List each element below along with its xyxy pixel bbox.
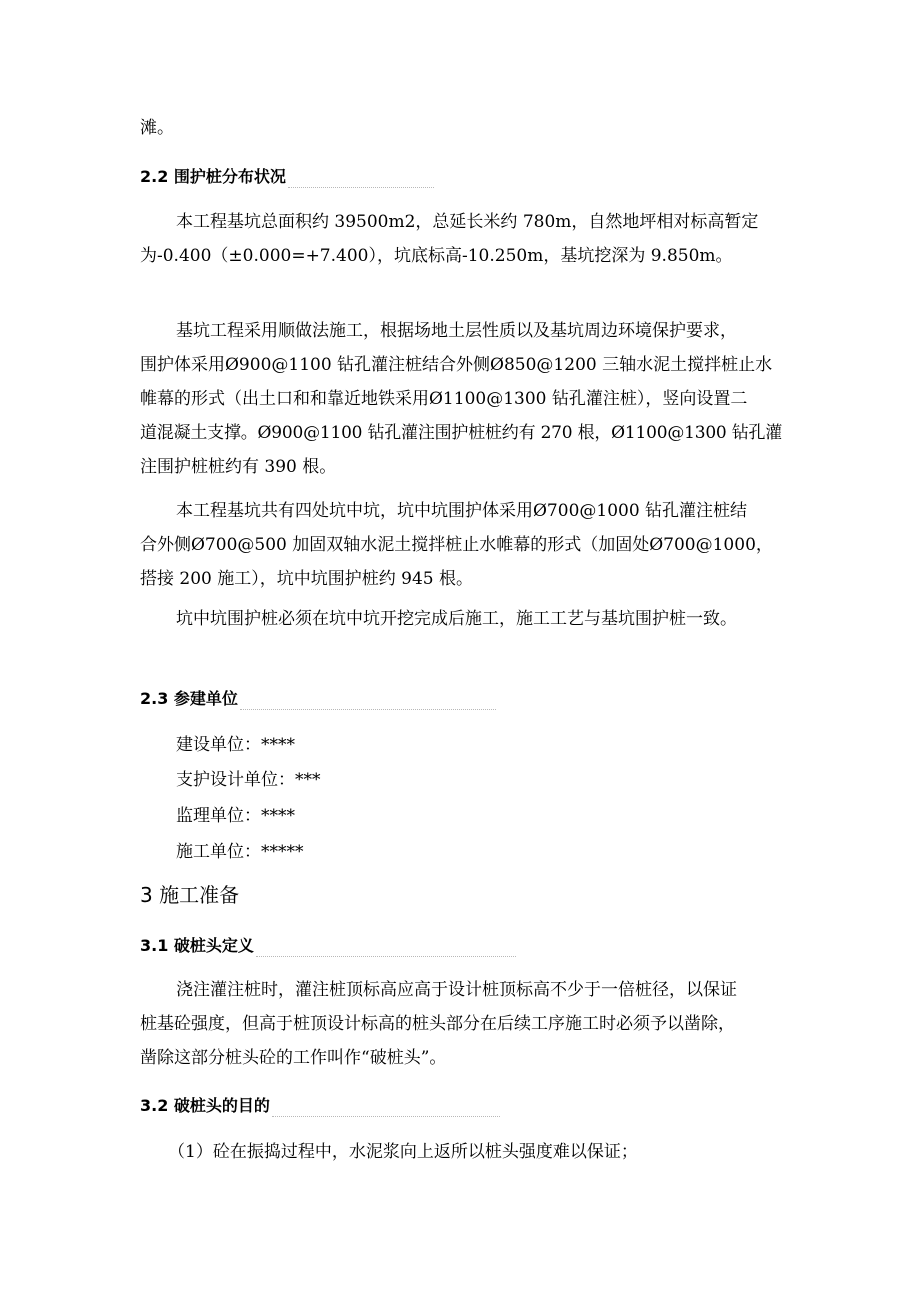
text-line: 浇注灌注桩时，灌注桩顶标高应高于设计桩顶标高不少于一倍桩径，以保证 xyxy=(176,980,737,1000)
heading-rule xyxy=(288,171,434,188)
text-line: 建设单位：**** xyxy=(176,735,295,755)
text-line: 施工单位：***** xyxy=(176,842,304,862)
heading-text: 2.3 参建单位 xyxy=(140,689,238,708)
text-line: 滩。 xyxy=(140,118,174,138)
text-line: 注围护桩桩约有 390 根。 xyxy=(140,457,337,477)
heading-text: 3.2 破桩头的目的 xyxy=(140,1096,270,1115)
heading-rule xyxy=(256,940,516,957)
text-line: 凿除这部分桩头砼的工作叫作“破桩头”。 xyxy=(140,1048,447,1068)
text-line: 合外侧Ø700@500 加固双轴水泥土搅拌桩止水帷幕的形式（加固处Ø700@1000， xyxy=(140,535,773,555)
text-line: 本工程基坑总面积约 39500m2，总延长米约 780m，自然地坪相对标高暂定 xyxy=(176,212,759,232)
section-heading-3-2 xyxy=(140,1095,500,1117)
text-line: 围护体采用Ø900@1100 钻孔灌注桩结合外侧Ø850@1200 三轴水泥土搅拌桩止水 xyxy=(140,355,773,375)
heading-text: 2.2 围护桩分布状况 xyxy=(140,167,286,186)
heading-rule xyxy=(272,1100,500,1117)
section-heading-3: 3 施工准备 xyxy=(140,883,240,907)
text-line: 基坑工程采用顺做法施工，根据场地土层性质以及基坑周边环境保护要求， xyxy=(176,321,737,341)
heading-text: 3.1 破桩头定义 xyxy=(140,936,254,955)
text-line: 本工程基坑共有四处坑中坑，坑中坑围护体采用Ø700@1000 钻孔灌注桩结 xyxy=(176,501,748,521)
text-line: 为-0.400（±0.000=+7.400），坑底标高-10.250m，基坑挖深为 9.850m。 xyxy=(140,246,733,266)
section-heading-3-1 xyxy=(140,935,516,957)
heading-rule xyxy=(240,693,496,710)
section-heading-2-2 xyxy=(140,166,434,188)
text-line: 搭接 200 施工），坑中坑围护桩约 945 根。 xyxy=(140,569,474,589)
text-line: 帷幕的形式（出土口和和靠近地铁采用Ø1100@1300 钻孔灌注桩），竖向设置二 xyxy=(140,389,748,409)
text-line: 桩基砼强度，但高于桩顶设计标高的桩头部分在后续工序施工时必须予以凿除， xyxy=(140,1014,735,1034)
text-line: 道混凝土支撑。Ø900@1100 钻孔灌注围护桩桩约有 270 根，Ø1100@1300 钻孔灌 xyxy=(140,423,783,443)
text-line: 坑中坑围护桩必须在坑中坑开挖完成后施工，施工工艺与基坑围护桩一致。 xyxy=(176,609,737,629)
text-line: （1）砼在振捣过程中，水泥浆向上返所以桩头强度难以保证； xyxy=(168,1142,638,1162)
text-line: 监理单位：**** xyxy=(176,806,295,826)
section-heading-2-3 xyxy=(140,688,496,710)
text-line: 支护设计单位：*** xyxy=(176,770,321,790)
